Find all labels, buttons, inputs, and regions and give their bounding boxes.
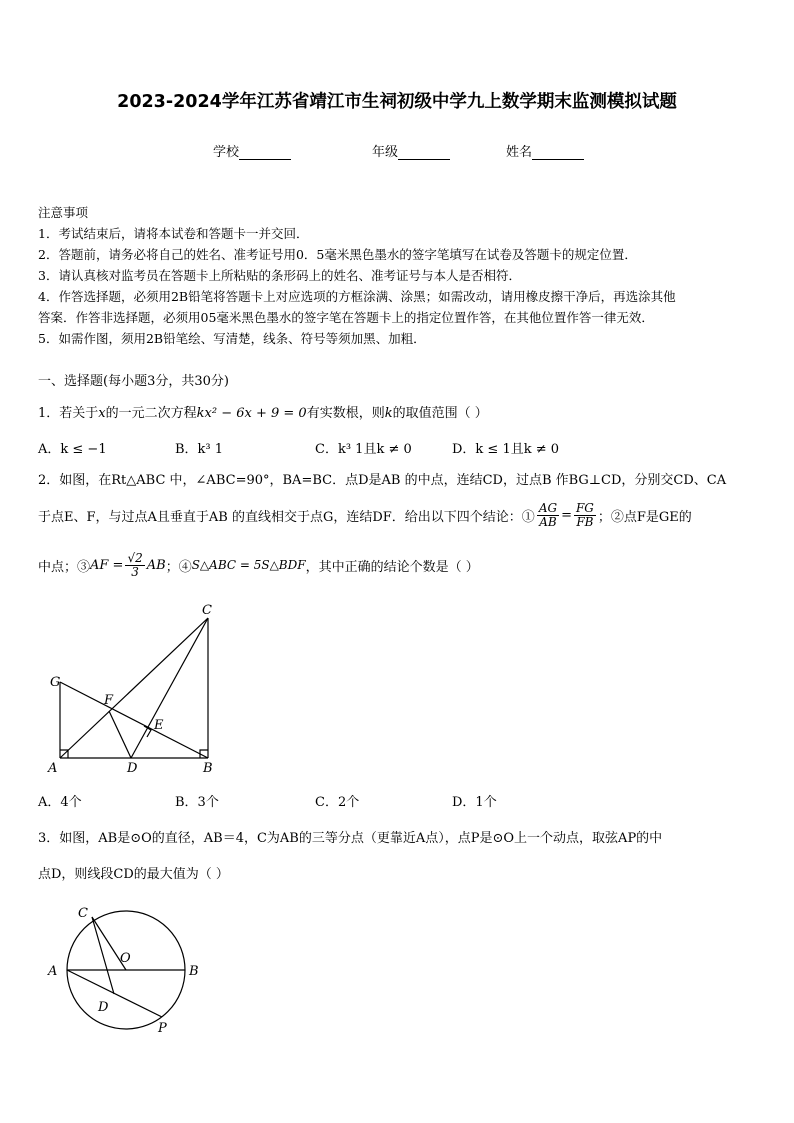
label-d: D bbox=[127, 761, 138, 776]
grade-field bbox=[372, 141, 450, 160]
triangle-figure bbox=[30, 598, 230, 778]
fraction-fg-fb bbox=[574, 502, 596, 529]
segment-fd bbox=[109, 711, 131, 758]
notice-item: 答案．作答非选择题，必须用05毫米黑色墨水的签字笔在答题卡上的指定位置作答，在其他位置作答一律无效． bbox=[38, 310, 654, 325]
equals-sign: = bbox=[561, 507, 572, 523]
q3-line-1: 3．如图，AB是⊙O的直径，AB＝4，C为AB的三等分点（更靠近A点），点P是⊙O上一个动点，取弦AP的中 bbox=[38, 831, 663, 846]
circle-figure bbox=[40, 900, 210, 1040]
q1-option-a: A．k ≤ −1 bbox=[38, 442, 107, 457]
label-c: C bbox=[202, 603, 212, 618]
q1-var-x: x bbox=[98, 406, 106, 421]
q1-option-b: B．k³ 1 bbox=[175, 442, 224, 457]
q1-equation: kx² − 6x + 9 = 0 bbox=[196, 406, 307, 421]
segment-gb bbox=[60, 682, 208, 758]
label-e: E bbox=[154, 718, 164, 733]
q2-line3-prefix: 中点；③ bbox=[38, 559, 91, 575]
school-label: 学校 bbox=[213, 145, 240, 160]
label-a: A bbox=[48, 964, 58, 979]
q1-var-k: k bbox=[384, 406, 393, 421]
chord-ap bbox=[67, 970, 162, 1017]
label-b: B bbox=[189, 964, 199, 979]
grade-label: 年级 bbox=[372, 145, 399, 160]
q2-line2-suffix: ；②点F是GE的 bbox=[597, 509, 692, 525]
ab-term: AB bbox=[146, 557, 166, 573]
segment-ac bbox=[60, 618, 208, 758]
name-label: 姓名 bbox=[506, 145, 533, 160]
q1-prefix: 1．若关于 bbox=[38, 406, 99, 421]
q2-option-c: C．2个 bbox=[315, 795, 360, 810]
label-p: P bbox=[158, 1021, 167, 1036]
fraction-ag-ab bbox=[537, 502, 559, 529]
q1-option-c: C．k³ 1且k ≠ 0 bbox=[315, 442, 412, 457]
grade-blank bbox=[398, 147, 450, 160]
q2-line3-suffix: ，其中正确的结论个数是（ ） bbox=[305, 559, 479, 575]
school-blank bbox=[239, 147, 291, 160]
notice-item: 1．考试结束后，请将本试卷和答题卡一并交回． bbox=[38, 226, 309, 241]
notice-item: 2．答题前，请务必将自己的姓名、准考证号用0．5毫米黑色墨水的签字笔填写在试卷及答题卡的规定位置． bbox=[38, 247, 637, 262]
page-title: 2023-2024学年江苏省靖江市生祠初级中学九上数学期末监测模拟试题 bbox=[117, 92, 677, 112]
label-b: B bbox=[203, 761, 213, 776]
frac-numerator: √2 bbox=[127, 550, 143, 565]
frac-denominator: FB bbox=[576, 514, 594, 529]
notice-heading: 注意事项 bbox=[38, 205, 89, 220]
label-c: C bbox=[78, 906, 88, 921]
q1-suffix: 有实数根，则 bbox=[306, 406, 385, 421]
q2-option-d: D．1个 bbox=[452, 795, 497, 810]
frac-denominator: 3 bbox=[131, 564, 139, 579]
fraction-sqrt2-3 bbox=[125, 552, 144, 579]
segment-dc bbox=[131, 618, 208, 758]
q2-line3-mid: ；④ bbox=[165, 559, 192, 575]
label-o: O bbox=[120, 951, 131, 966]
q3-line-2: 点D，则线段CD的最大值为（ ） bbox=[38, 867, 229, 882]
frac-numerator: AG bbox=[538, 500, 558, 515]
q2-line-3 bbox=[38, 545, 479, 585]
question-1 bbox=[38, 402, 488, 421]
label-f: F bbox=[104, 693, 114, 708]
q1-option-d: D．k ≤ 1且k ≠ 0 bbox=[452, 442, 560, 457]
frac-denominator: AB bbox=[539, 514, 557, 529]
area-relation: S△ABC = 5S△BDF bbox=[191, 558, 306, 572]
q1-mid: 的一元二次方程 bbox=[105, 406, 197, 421]
school-field bbox=[213, 141, 291, 160]
notice-item: 4．作答选择题，必须用2B铅笔将答题卡上对应选项的方框涂满、涂黑；如需改动，请用橡皮擦干净后，再选涂其他 bbox=[38, 289, 676, 304]
af-expression: AF = bbox=[90, 557, 124, 573]
notice-item: 5．如需作图，须用2B铅笔绘、写清楚，线条、符号等须加黑、加粗． bbox=[38, 331, 426, 346]
name-field bbox=[506, 141, 584, 160]
label-d: D bbox=[98, 1000, 109, 1015]
notice-item: 3．请认真核对监考员在答题卡上所粘贴的条形码上的姓名、准考证号与本人是否相符． bbox=[38, 268, 521, 283]
q2-option-b: B．3个 bbox=[175, 795, 219, 810]
q1-end: 的取值范围（ ） bbox=[392, 406, 488, 421]
q2-line-2 bbox=[38, 498, 692, 532]
section-heading: 一、选择题(每小题3分，共30分) bbox=[38, 374, 229, 389]
q2-line2-prefix: 于点E、F，与过点A且垂直于AB 的直线相交于点G，连结DF．给出以下四个结论：① bbox=[38, 509, 535, 525]
label-g: G bbox=[50, 675, 61, 690]
frac-numerator: FG bbox=[575, 500, 594, 515]
segment-cd bbox=[92, 917, 114, 994]
label-a: A bbox=[48, 761, 58, 776]
name-blank bbox=[532, 147, 584, 160]
q2-option-a: A．4个 bbox=[38, 795, 82, 810]
q2-line-1: 2．如图，在Rt△ABC 中，∠ABC=90°，BA=BC．点D是AB 的中点，连结CD，过点B 作BG⊥CD，分别交CD、CA bbox=[38, 473, 727, 488]
